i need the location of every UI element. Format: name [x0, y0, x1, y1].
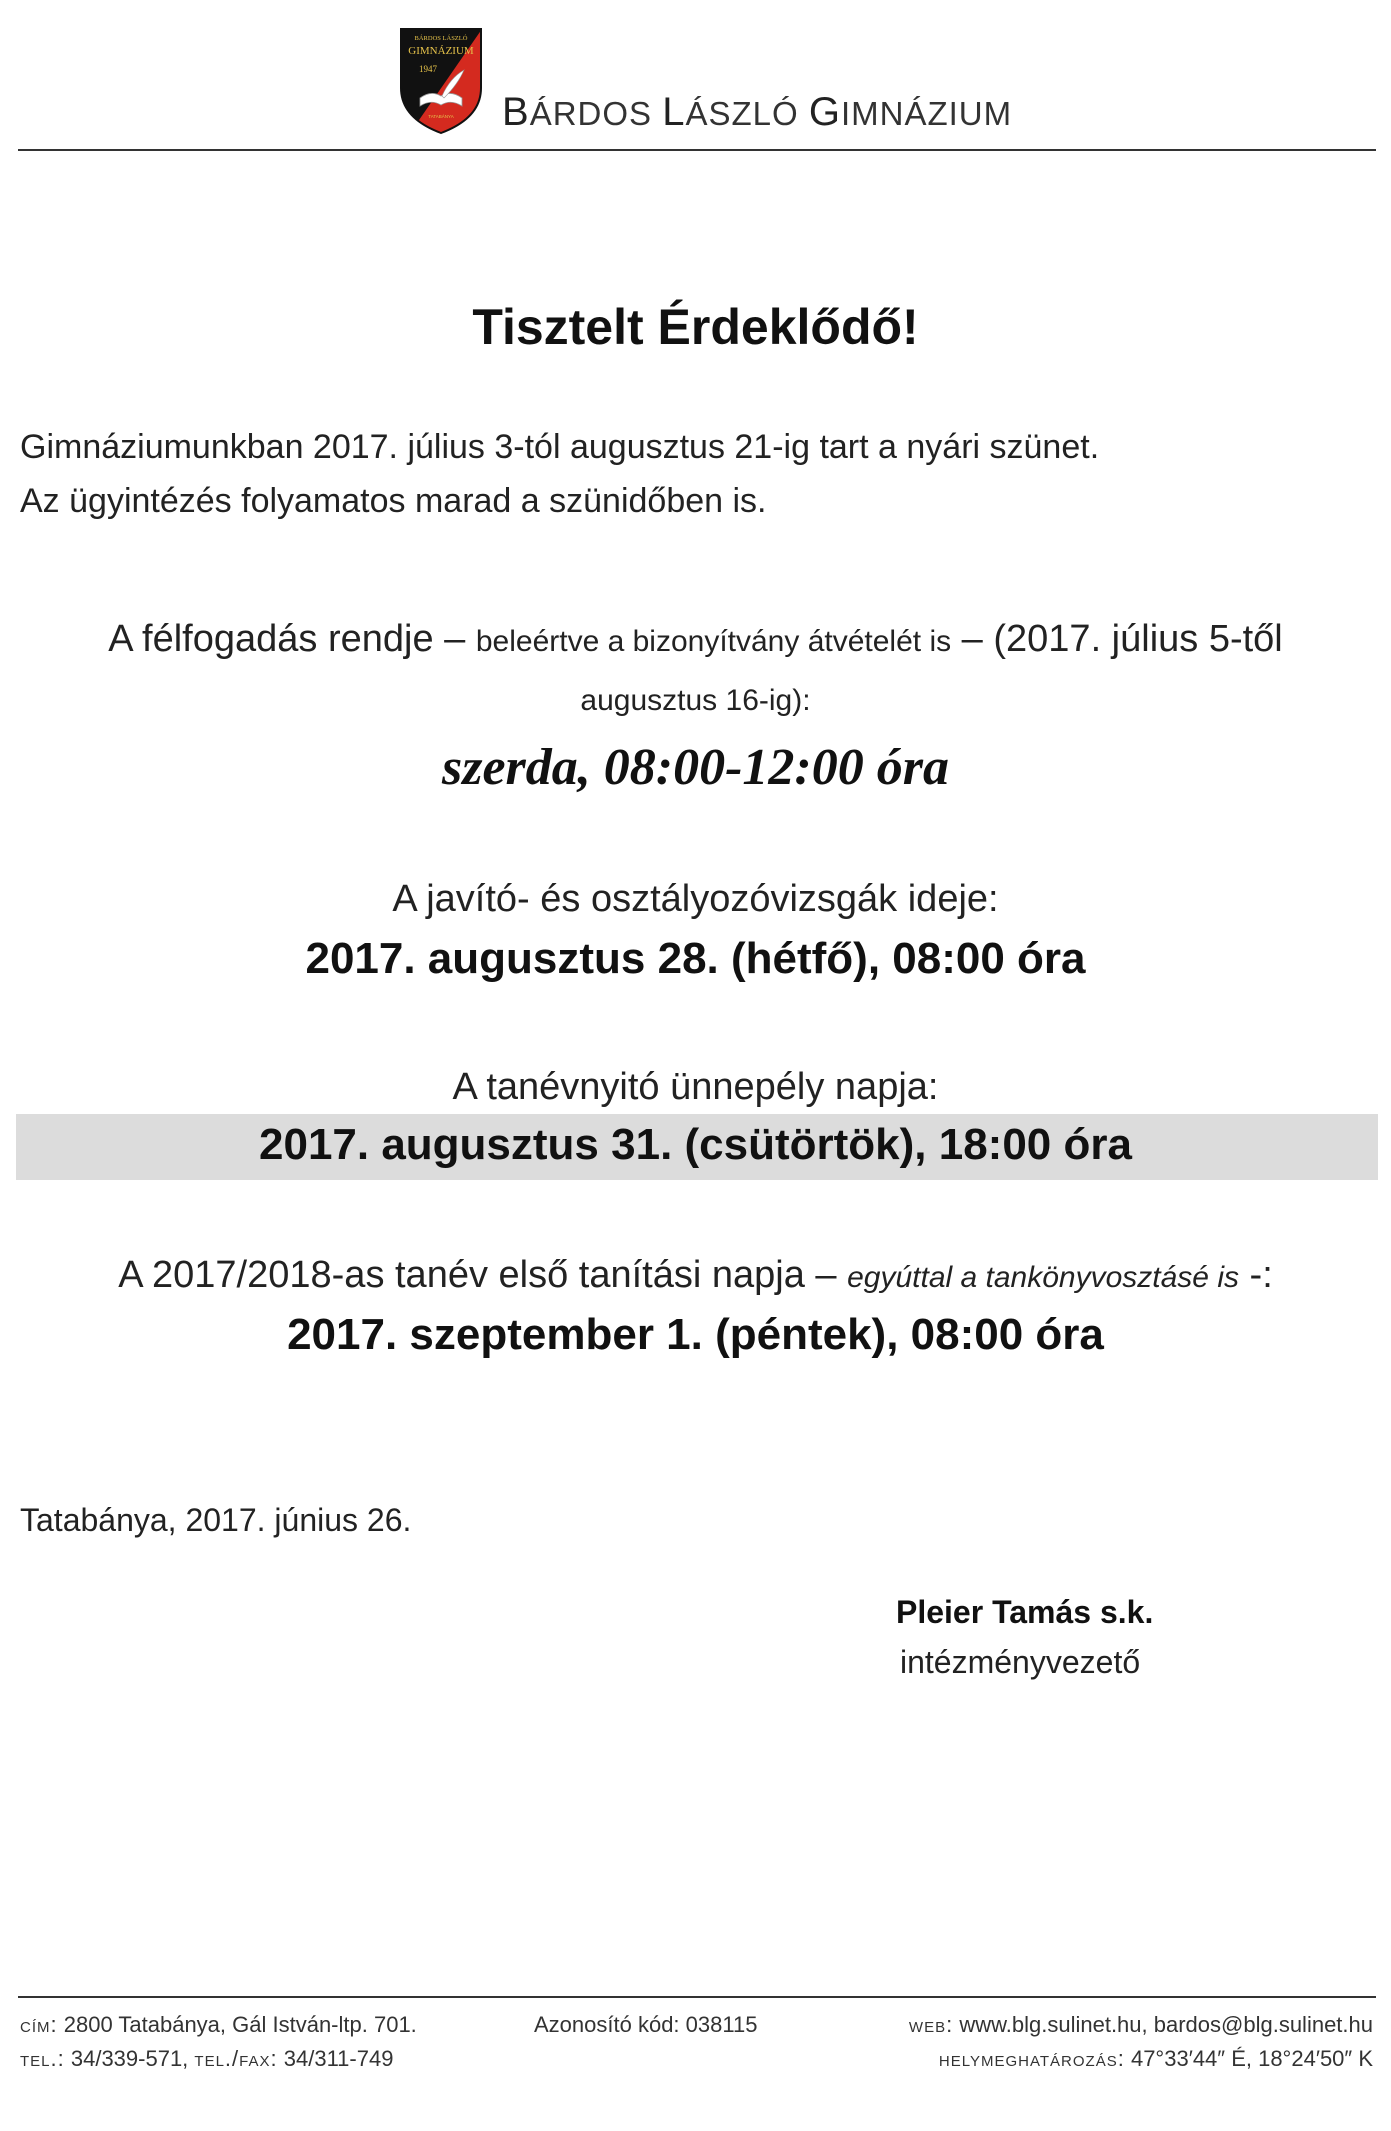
reception-tail: – (2017. július 5-től	[951, 618, 1283, 660]
footer-address-value: 2800 Tatabánya, Gál István-ltp. 701.	[63, 2012, 417, 2037]
page-title: Tisztelt Érdeklődő!	[472, 299, 919, 355]
reception-line-1	[0, 618, 1391, 661]
school-name-b-initial: B	[502, 90, 530, 134]
exams-label: A javító- és osztályozóvizsgák ideje:	[392, 878, 999, 920]
footer-web-label: web:	[908, 2012, 954, 2037]
footer-fax-value: 34/311-749	[283, 2046, 394, 2071]
first-day-lead: A 2017/2018-as tanév első tanítási napja –	[118, 1254, 848, 1296]
first-day-aside: egyúttal a tankönyvosztásé is	[847, 1261, 1239, 1294]
signature-role: intézményvezető	[900, 1644, 1141, 1680]
school-name-g-rest: IMNÁZIUM	[840, 95, 1013, 132]
footer-address-label: cím:	[20, 2012, 58, 2037]
reception-time: szerda, 08:00-12:00 óra	[442, 739, 949, 796]
footer-phone	[20, 2046, 393, 2072]
intro-line-2: Az ügyintézés folyamatos marad a szünidőben is.	[20, 482, 767, 520]
footer-tel-value: 34/339-571,	[70, 2046, 189, 2071]
school-name-l-initial: L	[662, 90, 686, 134]
footer-geo	[939, 2046, 1373, 2072]
intro-line-1: Gimnáziumunkban 2017. július 3-tól augusztus 21-ig tart a nyári szünet.	[20, 428, 1100, 466]
footer-id-code: Azonosító kód: 038115	[534, 2012, 758, 2037]
exams-date: 2017. augusztus 28. (hétfő), 08:00 óra	[305, 934, 1086, 983]
school-logo	[398, 26, 484, 136]
footer-web-link[interactable]: www.blg.sulinet.hu, bardos@blg.sulinet.hu	[959, 2012, 1373, 2037]
school-name	[502, 90, 1012, 135]
school-name-b-rest: ÁRDOS	[529, 95, 663, 132]
footer-web	[909, 2012, 1373, 2038]
header-divider	[18, 149, 1376, 151]
opening-label: A tanévnyitó ünnepély napja:	[452, 1066, 939, 1108]
footer-address	[20, 2012, 417, 2038]
reception-lead: A félfogadás rendje –	[108, 618, 476, 660]
footer-tel-label: tel.:	[20, 2046, 65, 2071]
reception-line-2: augusztus 16-ig):	[580, 684, 811, 717]
first-day-tail: -:	[1238, 1254, 1273, 1296]
logo-bottom-text: TATABÁNYA	[428, 114, 454, 119]
footer-divider	[18, 1996, 1376, 1998]
opening-date: 2017. augusztus 31. (csütörtök), 18:00 óra	[259, 1120, 1132, 1169]
footer-fax-label: tel./fax:	[194, 2046, 278, 2071]
first-day-line	[0, 1254, 1391, 1297]
school-name-g-initial: G	[808, 90, 841, 134]
signature-name: Pleier Tamás s.k.	[896, 1594, 1154, 1630]
first-day-date: 2017. szeptember 1. (péntek), 08:00 óra	[287, 1310, 1104, 1359]
intro-paragraph	[20, 420, 1099, 528]
place-date: Tatabánya, 2017. június 26.	[20, 1502, 412, 1538]
reception-aside: beleértve a bizonyítvány átvételét is	[475, 625, 952, 658]
footer-geo-label: helymeghatározás:	[938, 2046, 1125, 2071]
logo-top-text: BÁRDOS LÁSZLÓ	[414, 35, 468, 42]
logo-main-text: GIMNÁZIUM	[408, 45, 474, 57]
footer-geo-value: 47°33′44″ É, 18°24′50″ K	[1130, 2046, 1373, 2071]
school-name-l-rest: ÁSZLÓ	[685, 95, 809, 132]
logo-year: 1947	[419, 64, 437, 74]
